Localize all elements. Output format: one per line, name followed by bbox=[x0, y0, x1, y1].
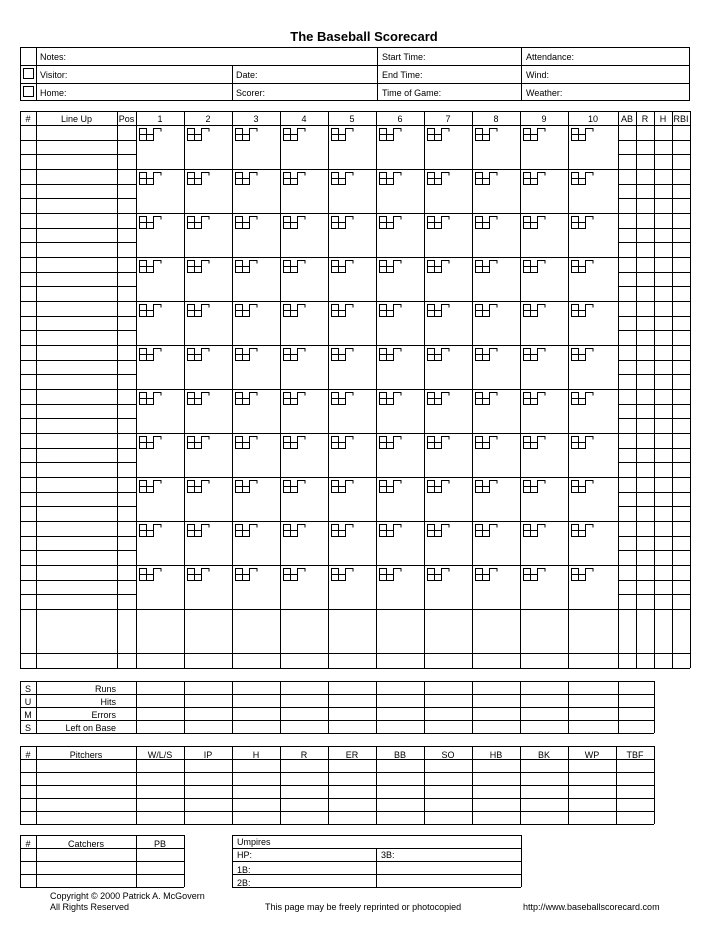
grid-line bbox=[20, 668, 690, 669]
base-boxes-icon[interactable] bbox=[427, 392, 451, 406]
grid-line bbox=[472, 681, 473, 733]
col-header-lineup: Line Up bbox=[60, 114, 93, 124]
base-boxes-icon[interactable] bbox=[475, 348, 499, 362]
base-boxes-icon[interactable] bbox=[379, 304, 403, 318]
base-boxes-icon[interactable] bbox=[427, 172, 451, 186]
base-boxes-icon[interactable] bbox=[283, 348, 307, 362]
base-boxes-icon[interactable] bbox=[523, 128, 547, 142]
base-boxes-icon[interactable] bbox=[331, 216, 355, 230]
grid-line bbox=[232, 887, 521, 888]
grid-line bbox=[424, 681, 425, 733]
base-boxes-icon[interactable] bbox=[379, 392, 403, 406]
sums-row-hits: Hits bbox=[100, 697, 116, 707]
grid-line bbox=[184, 835, 185, 887]
base-boxes-icon[interactable] bbox=[475, 304, 499, 318]
grid-line bbox=[232, 835, 233, 887]
grid-line bbox=[376, 746, 377, 824]
base-boxes-icon[interactable] bbox=[235, 172, 259, 186]
sums-letter: U bbox=[24, 697, 32, 707]
base-boxes-icon[interactable] bbox=[475, 480, 499, 494]
base-boxes-icon[interactable] bbox=[187, 436, 211, 450]
grid-line bbox=[20, 580, 136, 581]
pitchers-header-hb: HB bbox=[489, 750, 503, 760]
base-boxes-icon[interactable] bbox=[283, 568, 307, 582]
base-boxes-icon[interactable] bbox=[331, 128, 355, 142]
base-boxes-icon[interactable] bbox=[523, 172, 547, 186]
grid-line bbox=[618, 594, 690, 595]
base-boxes-icon[interactable] bbox=[283, 392, 307, 406]
base-boxes-icon[interactable] bbox=[571, 348, 595, 362]
grid-line bbox=[568, 746, 569, 824]
base-boxes-icon[interactable] bbox=[571, 216, 595, 230]
pitchers-header-h: H bbox=[252, 750, 260, 760]
base-boxes-icon[interactable] bbox=[379, 436, 403, 450]
base-boxes-icon[interactable] bbox=[139, 172, 163, 186]
col-header-inning-10: 10 bbox=[587, 114, 598, 124]
grid-line bbox=[20, 301, 690, 302]
grid-line bbox=[618, 272, 690, 273]
base-boxes-icon[interactable] bbox=[139, 436, 163, 450]
home-label: Home: bbox=[40, 88, 67, 98]
base-boxes-icon[interactable] bbox=[571, 172, 595, 186]
grid-line bbox=[520, 681, 521, 733]
grid-line bbox=[618, 550, 690, 551]
base-boxes-icon[interactable] bbox=[379, 216, 403, 230]
grid-line bbox=[20, 653, 690, 654]
start-time-label: Start Time: bbox=[382, 52, 426, 62]
grid-line bbox=[618, 536, 690, 537]
grid-line bbox=[184, 681, 185, 733]
base-boxes-icon[interactable] bbox=[571, 128, 595, 142]
grid-line bbox=[20, 345, 690, 346]
grid-line bbox=[328, 746, 329, 824]
base-boxes-icon[interactable] bbox=[571, 436, 595, 450]
col-header-h: H bbox=[659, 114, 667, 124]
grid-line bbox=[20, 798, 654, 799]
grid-line bbox=[20, 874, 184, 875]
grid-line bbox=[20, 785, 654, 786]
grid-line bbox=[36, 835, 37, 887]
sums-row-left-on-base: Left on Base bbox=[65, 723, 116, 733]
grid-line bbox=[20, 125, 690, 126]
pitchers-header-er: ER bbox=[345, 750, 359, 760]
scorer-label: Scorer: bbox=[236, 88, 266, 98]
grid-line bbox=[618, 492, 690, 493]
grid-line bbox=[521, 835, 522, 887]
sums-letter: S bbox=[24, 684, 31, 694]
base-boxes-icon[interactable] bbox=[523, 480, 547, 494]
base-boxes-icon[interactable] bbox=[379, 348, 403, 362]
base-boxes-icon[interactable] bbox=[331, 304, 355, 318]
grid-line bbox=[20, 140, 136, 141]
grid-line bbox=[20, 404, 136, 405]
grid-line bbox=[20, 594, 136, 595]
base-boxes-icon[interactable] bbox=[427, 348, 451, 362]
base-boxes-icon[interactable] bbox=[427, 260, 451, 274]
grid-line bbox=[20, 824, 654, 825]
base-boxes-icon[interactable] bbox=[139, 260, 163, 274]
base-boxes-icon[interactable] bbox=[379, 260, 403, 274]
base-boxes-icon[interactable] bbox=[331, 392, 355, 406]
divider bbox=[20, 83, 690, 84]
grid-line bbox=[20, 550, 136, 551]
base-boxes-icon[interactable] bbox=[139, 216, 163, 230]
grid-line bbox=[618, 154, 690, 155]
grid-line bbox=[618, 198, 690, 199]
base-boxes-icon[interactable] bbox=[523, 216, 547, 230]
grid-line bbox=[20, 360, 136, 361]
grid-line bbox=[328, 681, 329, 733]
grid-line bbox=[20, 609, 690, 610]
grid-line bbox=[36, 681, 37, 733]
grid-line bbox=[618, 374, 690, 375]
grid-line bbox=[20, 448, 136, 449]
base-boxes-icon[interactable] bbox=[475, 524, 499, 538]
reprint-notice: This page may be freely reprinted or photocopied bbox=[265, 902, 462, 912]
base-boxes-icon[interactable] bbox=[331, 436, 355, 450]
grid-line bbox=[20, 694, 654, 695]
base-boxes-icon[interactable] bbox=[427, 128, 451, 142]
grid-line bbox=[20, 746, 21, 824]
grid-line bbox=[472, 746, 473, 824]
sums-letter: S bbox=[24, 723, 31, 733]
grid-line bbox=[20, 835, 184, 836]
base-boxes-icon[interactable] bbox=[427, 524, 451, 538]
pitchers-header-number: # bbox=[25, 750, 31, 760]
base-boxes-icon[interactable] bbox=[379, 568, 403, 582]
grid-line bbox=[280, 746, 281, 824]
base-boxes-icon[interactable] bbox=[139, 392, 163, 406]
base-boxes-icon[interactable] bbox=[379, 480, 403, 494]
base-boxes-icon[interactable] bbox=[235, 568, 259, 582]
grid-line bbox=[136, 835, 137, 887]
base-boxes-icon[interactable] bbox=[283, 524, 307, 538]
grid-line bbox=[20, 477, 690, 478]
grid-line bbox=[618, 360, 690, 361]
grid-line bbox=[20, 835, 21, 887]
umpire-3b-label: 3B: bbox=[381, 850, 395, 860]
base-boxes-icon[interactable] bbox=[571, 304, 595, 318]
end-time-label: End Time: bbox=[382, 70, 423, 80]
grid-line bbox=[20, 111, 690, 112]
pitchers-header-bb: BB bbox=[393, 750, 406, 760]
base-boxes-icon[interactable] bbox=[427, 216, 451, 230]
grid-line bbox=[232, 835, 521, 836]
base-boxes-icon[interactable] bbox=[187, 568, 211, 582]
base-boxes-icon[interactable] bbox=[283, 128, 307, 142]
sums-row-runs: Runs bbox=[94, 684, 116, 694]
base-boxes-icon[interactable] bbox=[427, 304, 451, 318]
umpire-2b-label: 2B: bbox=[237, 878, 251, 888]
base-boxes-icon[interactable] bbox=[523, 524, 547, 538]
grid-line bbox=[20, 184, 136, 185]
time-of-game-label: Time of Game: bbox=[382, 88, 442, 98]
col-header-rbi: RBI bbox=[673, 114, 689, 124]
base-boxes-icon[interactable] bbox=[331, 568, 355, 582]
base-boxes-icon[interactable] bbox=[235, 480, 259, 494]
col-header-r: R bbox=[641, 114, 649, 124]
base-boxes-icon[interactable] bbox=[379, 128, 403, 142]
base-boxes-icon[interactable] bbox=[139, 304, 163, 318]
base-boxes-icon[interactable] bbox=[139, 568, 163, 582]
grid-line bbox=[20, 772, 654, 773]
grid-line bbox=[20, 330, 136, 331]
grid-line bbox=[20, 433, 690, 434]
base-boxes-icon[interactable] bbox=[187, 216, 211, 230]
base-boxes-icon[interactable] bbox=[523, 568, 547, 582]
base-boxes-icon[interactable] bbox=[379, 524, 403, 538]
grid-line bbox=[20, 506, 136, 507]
grid-line bbox=[20, 887, 184, 888]
visitor-label: Visitor: bbox=[40, 70, 68, 80]
grid-line bbox=[20, 272, 136, 273]
grid-line bbox=[20, 374, 136, 375]
base-boxes-icon[interactable] bbox=[379, 172, 403, 186]
pitchers-header-tbf: TBF bbox=[626, 750, 644, 760]
base-boxes-icon[interactable] bbox=[187, 392, 211, 406]
pitchers-header-name: Pitchers bbox=[69, 750, 103, 760]
base-boxes-icon[interactable] bbox=[187, 524, 211, 538]
base-boxes-icon[interactable] bbox=[187, 480, 211, 494]
base-boxes-icon[interactable] bbox=[235, 260, 259, 274]
header-border bbox=[20, 47, 690, 101]
base-boxes-icon[interactable] bbox=[187, 348, 211, 362]
grid-line bbox=[20, 759, 654, 760]
base-boxes-icon[interactable] bbox=[283, 304, 307, 318]
pitchers-header-r: R bbox=[300, 750, 308, 760]
grid-line bbox=[618, 580, 690, 581]
divider bbox=[20, 65, 690, 66]
pitchers-header-ip: IP bbox=[203, 750, 213, 760]
umpire-1b-label: 1B: bbox=[237, 865, 251, 875]
col-header-pos: Pos bbox=[118, 114, 135, 124]
grid-line bbox=[618, 448, 690, 449]
col-header-inning-8: 8 bbox=[493, 114, 499, 124]
pitchers-header-bk: BK bbox=[537, 750, 550, 760]
base-boxes-icon[interactable] bbox=[235, 436, 259, 450]
grid-line bbox=[618, 316, 690, 317]
grid-line bbox=[568, 681, 569, 733]
grid-line bbox=[618, 140, 690, 141]
grid-line bbox=[20, 169, 690, 170]
grid-line bbox=[618, 228, 690, 229]
sums-row-errors: Errors bbox=[91, 710, 116, 720]
base-boxes-icon[interactable] bbox=[571, 524, 595, 538]
grid-line bbox=[20, 257, 690, 258]
col-header-inning-6: 6 bbox=[397, 114, 403, 124]
base-boxes-icon[interactable] bbox=[187, 260, 211, 274]
grid-line bbox=[20, 198, 136, 199]
base-boxes-icon[interactable] bbox=[139, 128, 163, 142]
base-boxes-icon[interactable] bbox=[331, 348, 355, 362]
base-boxes-icon[interactable] bbox=[235, 128, 259, 142]
base-boxes-icon[interactable] bbox=[427, 436, 451, 450]
base-boxes-icon[interactable] bbox=[523, 436, 547, 450]
wind-label: Wind: bbox=[526, 70, 550, 80]
grid-line bbox=[20, 286, 136, 287]
base-boxes-icon[interactable] bbox=[571, 480, 595, 494]
grid-line bbox=[20, 707, 654, 708]
grid-line bbox=[20, 154, 136, 155]
base-boxes-icon[interactable] bbox=[235, 392, 259, 406]
grid-line bbox=[20, 848, 184, 849]
base-boxes-icon[interactable] bbox=[139, 348, 163, 362]
base-boxes-icon[interactable] bbox=[283, 260, 307, 274]
base-boxes-icon[interactable] bbox=[283, 436, 307, 450]
base-boxes-icon[interactable] bbox=[331, 524, 355, 538]
rights-text: All Rights Reserved bbox=[50, 902, 130, 912]
col-header-inning-5: 5 bbox=[349, 114, 355, 124]
catchers-header-pb: PB bbox=[153, 839, 166, 849]
grid-line bbox=[424, 746, 425, 824]
base-boxes-icon[interactable] bbox=[187, 304, 211, 318]
grid-line bbox=[618, 418, 690, 419]
website-link[interactable]: http://www.baseballscorecard.com bbox=[523, 902, 660, 912]
divider bbox=[36, 47, 37, 101]
base-boxes-icon[interactable] bbox=[235, 304, 259, 318]
base-boxes-icon[interactable] bbox=[571, 260, 595, 274]
grid-line bbox=[618, 506, 690, 507]
grid-line bbox=[616, 746, 617, 824]
col-header-inning-4: 4 bbox=[301, 114, 307, 124]
grid-line bbox=[376, 681, 377, 733]
grid-line bbox=[20, 720, 654, 721]
base-boxes-icon[interactable] bbox=[331, 260, 355, 274]
grid-line bbox=[20, 733, 654, 734]
divider bbox=[232, 65, 233, 101]
col-header-inning-3: 3 bbox=[253, 114, 259, 124]
grid-line bbox=[20, 492, 136, 493]
base-boxes-icon[interactable] bbox=[283, 480, 307, 494]
col-header-number: # bbox=[25, 114, 31, 124]
base-boxes-icon[interactable] bbox=[139, 524, 163, 538]
grid-line bbox=[20, 681, 654, 682]
base-boxes-icon[interactable] bbox=[475, 568, 499, 582]
grid-line bbox=[20, 536, 136, 537]
col-header-inning-9: 9 bbox=[541, 114, 547, 124]
base-boxes-icon[interactable] bbox=[475, 392, 499, 406]
base-boxes-icon[interactable] bbox=[571, 568, 595, 582]
grid-line bbox=[20, 242, 136, 243]
sums-letter: M bbox=[24, 710, 32, 720]
grid-line bbox=[136, 746, 137, 824]
date-label: Date: bbox=[236, 70, 258, 80]
grid-line bbox=[20, 861, 184, 862]
grid-line bbox=[20, 681, 21, 733]
col-header-inning-2: 2 bbox=[205, 114, 211, 124]
base-boxes-icon[interactable] bbox=[331, 172, 355, 186]
base-boxes-icon[interactable] bbox=[235, 348, 259, 362]
base-boxes-icon[interactable] bbox=[427, 480, 451, 494]
base-boxes-icon[interactable] bbox=[523, 348, 547, 362]
grid-line bbox=[618, 462, 690, 463]
base-boxes-icon[interactable] bbox=[283, 172, 307, 186]
col-header-inning-7: 7 bbox=[445, 114, 451, 124]
base-boxes-icon[interactable] bbox=[427, 568, 451, 582]
grid-line bbox=[20, 521, 690, 522]
grid-line bbox=[184, 746, 185, 824]
grid-line bbox=[654, 746, 655, 824]
umpire-hp-label: HP: bbox=[237, 850, 253, 860]
umpires-title: Umpires bbox=[237, 837, 271, 847]
weather-label: Weather: bbox=[526, 88, 563, 98]
grid-line bbox=[20, 213, 690, 214]
base-boxes-icon[interactable] bbox=[187, 128, 211, 142]
base-boxes-icon[interactable] bbox=[475, 260, 499, 274]
copyright-text: Copyright © 2000 Patrick A. McGovern bbox=[50, 891, 205, 901]
base-boxes-icon[interactable] bbox=[523, 304, 547, 318]
grid-line bbox=[618, 330, 690, 331]
grid-line bbox=[618, 286, 690, 287]
col-header-ab: AB bbox=[620, 114, 633, 124]
grid-line bbox=[232, 681, 233, 733]
base-boxes-icon[interactable] bbox=[523, 260, 547, 274]
base-boxes-icon[interactable] bbox=[235, 216, 259, 230]
grid-line bbox=[232, 746, 233, 824]
grid-line bbox=[618, 184, 690, 185]
grid-line bbox=[136, 681, 137, 733]
pitchers-header-wls: W/L/S bbox=[147, 750, 173, 760]
base-boxes-icon[interactable] bbox=[187, 172, 211, 186]
base-boxes-icon[interactable] bbox=[475, 436, 499, 450]
base-boxes-icon[interactable] bbox=[475, 216, 499, 230]
grid-line bbox=[20, 746, 654, 747]
grid-line bbox=[20, 316, 136, 317]
grid-line bbox=[618, 404, 690, 405]
grid-line bbox=[20, 811, 654, 812]
pitchers-header-wp: WP bbox=[584, 750, 600, 760]
col-header-inning-1: 1 bbox=[157, 114, 163, 124]
grid-line bbox=[20, 389, 690, 390]
attendance-label: Attendance: bbox=[526, 52, 575, 62]
base-boxes-icon[interactable] bbox=[475, 128, 499, 142]
grid-line bbox=[654, 681, 655, 733]
visitor-checkbox[interactable] bbox=[23, 68, 34, 79]
grid-line bbox=[36, 746, 37, 824]
grid-line bbox=[376, 848, 377, 887]
catchers-header-name: Catchers bbox=[67, 839, 104, 849]
divider bbox=[377, 47, 378, 101]
pitchers-header-so: SO bbox=[441, 750, 455, 760]
base-boxes-icon[interactable] bbox=[331, 480, 355, 494]
grid-line bbox=[280, 681, 281, 733]
grid-line bbox=[618, 242, 690, 243]
grid-line bbox=[520, 746, 521, 824]
notes-label: Notes: bbox=[40, 52, 67, 62]
grid-line bbox=[20, 228, 136, 229]
grid-line bbox=[20, 462, 136, 463]
grid-line bbox=[618, 681, 619, 733]
page-title: The Baseball Scorecard bbox=[290, 29, 438, 44]
grid-line bbox=[20, 565, 690, 566]
catchers-header-number: # bbox=[25, 839, 31, 849]
base-boxes-icon[interactable] bbox=[139, 480, 163, 494]
base-boxes-icon[interactable] bbox=[571, 392, 595, 406]
divider bbox=[521, 47, 522, 101]
base-boxes-icon[interactable] bbox=[283, 216, 307, 230]
grid-line bbox=[690, 111, 691, 668]
grid-line bbox=[20, 418, 136, 419]
base-boxes-icon[interactable] bbox=[235, 524, 259, 538]
base-boxes-icon[interactable] bbox=[523, 392, 547, 406]
home-checkbox[interactable] bbox=[23, 86, 34, 97]
base-boxes-icon[interactable] bbox=[475, 172, 499, 186]
